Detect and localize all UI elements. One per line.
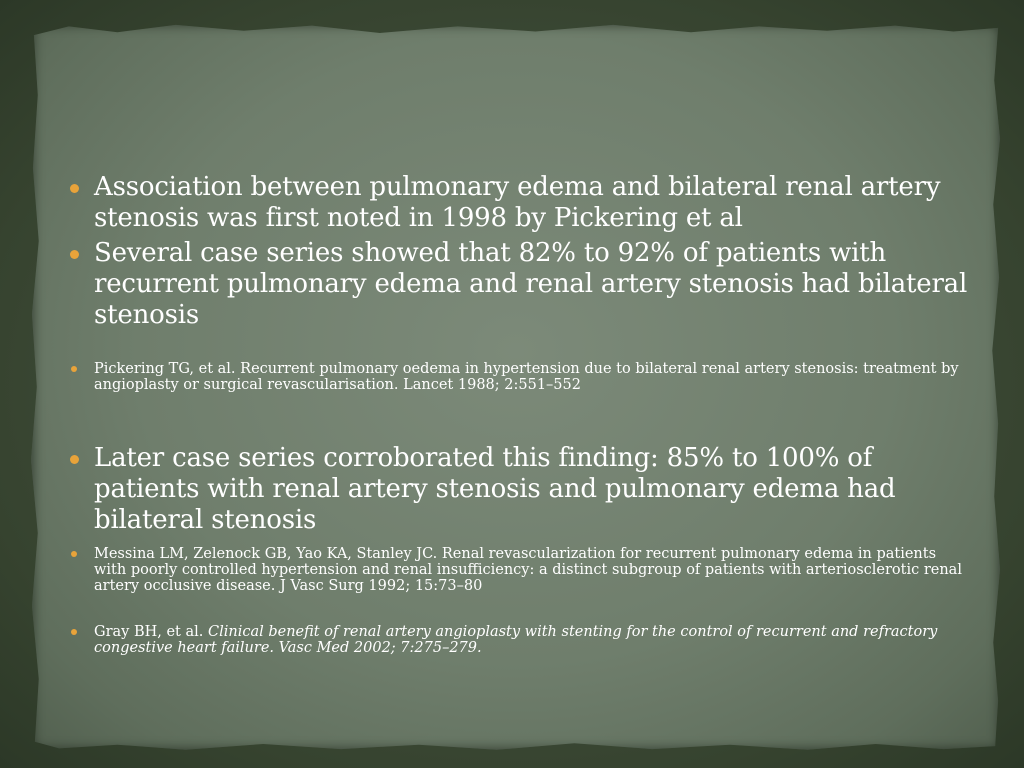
bullet-text: Several case series showed that 82% to 92% of patients with recurrent pulmonary edema and renal artery stenosis had bilateral stenosis (94, 238, 968, 330)
bullet-text: Association between pulmonary edema and bilateral renal artery stenosis was first noted in 1998 by Pickering et al (94, 172, 941, 233)
reference-text: Messina LM, Zelenock GB, Yao KA, Stanley JC. Renal revascularization for recurrent pulmonary edema in patients with poorly controlled hypertension and renal insufficiency: a distinct subgroup of patients with arteriosclerotic renal artery occlusive disease. J Vasc Surg 1992; 15:73–80 (94, 546, 962, 594)
bullet-dot-icon (71, 629, 77, 635)
bullet-item (62, 443, 972, 536)
reference-item (62, 624, 972, 656)
reference-title: Clinical benefit of renal artery angioplasty with stenting for the control of recurrent and refractory congestive heart failure. Vasc Med 2002; 7:275–279. (94, 624, 938, 656)
bullet-dot-icon (70, 184, 79, 193)
bullet-item (62, 172, 972, 234)
bullet-dot-icon (70, 250, 79, 259)
reference-author: Gray BH, et al. (94, 624, 208, 640)
bullet-item (62, 238, 972, 331)
reference-item (62, 546, 972, 594)
reference-text: Pickering TG, et al. Recurrent pulmonary oedema in hypertension due to bilateral renal artery stenosis: treatment by angioplasty or surgical revascularisation. Lancet 1988; 2:551–552 (94, 361, 959, 393)
bullet-dot-icon (71, 366, 77, 372)
bullet-dot-icon (70, 455, 79, 464)
reference-item (62, 361, 972, 393)
bullet-text: Later case series corroborated this finding: 85% to 100% of patients with renal artery stenosis and pulmonary edema had bilateral stenosis (94, 443, 896, 535)
slide-content (62, 172, 972, 656)
bullet-dot-icon (71, 551, 77, 557)
